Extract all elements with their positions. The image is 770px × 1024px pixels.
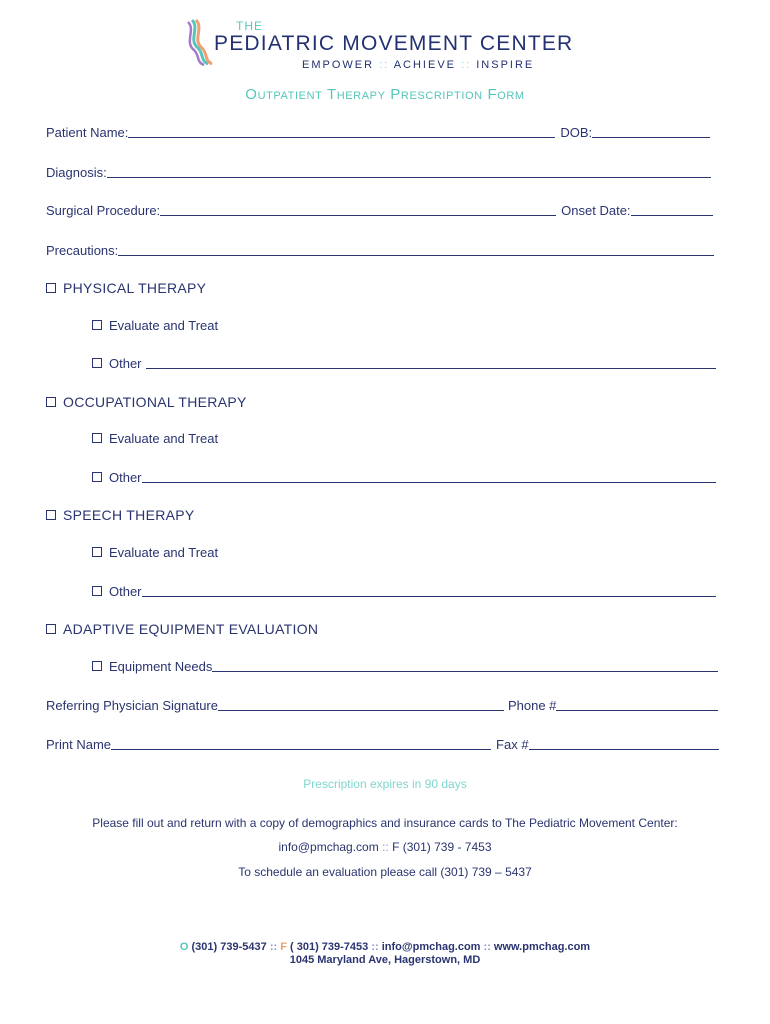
contact-separator: :: [382,840,389,854]
diagnosis-row [46,165,711,180]
pt-other-label: Other [109,356,142,371]
equipment-needs-checkbox[interactable] [92,661,102,671]
fax-field[interactable] [529,738,719,750]
st-other-checkbox[interactable] [92,586,102,596]
form-title: Outpatient Therapy Prescription Form [245,86,525,103]
footer-email[interactable]: info@pmchag.com [381,941,481,953]
occupational-therapy-checkbox[interactable] [46,397,56,407]
ot-evaluate-option [92,431,218,446]
diagnosis-field[interactable] [107,166,711,178]
speech-therapy-label: SPEECH THERAPY [63,507,195,523]
pt-other-field[interactable] [146,357,716,369]
print-name-field[interactable] [111,738,491,750]
tagline-inspire: INSPIRE [476,59,535,71]
fax-label: Fax # [496,737,529,752]
ot-other-option [92,470,716,485]
speech-therapy-section [46,507,195,523]
dob-field[interactable] [592,126,710,138]
ot-other-field[interactable] [142,471,716,483]
print-name-row [46,737,719,752]
surgical-procedure-field[interactable] [160,204,556,216]
ot-evaluate-label: Evaluate and Treat [109,431,219,446]
precautions-row [46,243,714,258]
onset-date-field[interactable] [631,204,713,216]
physical-therapy-label: PHYSICAL THERAPY [63,280,207,296]
surgical-procedure-label: Surgical Procedure: [46,203,161,218]
patient-name-label: Patient Name: [46,125,129,140]
adaptive-equipment-checkbox[interactable] [46,624,56,634]
pt-other-checkbox[interactable] [92,358,102,368]
footer-website[interactable]: www.pmchag.com [493,941,591,953]
footer-contact [0,941,770,953]
adaptive-equipment-label: ADAPTIVE EQUIPMENT EVALUATION [63,621,319,637]
logo-tagline [302,59,534,71]
equipment-needs-label: Equipment Needs [109,659,213,674]
signature-row [46,698,718,713]
contact-line [0,840,770,854]
expiration-note: Prescription expires in 90 days [303,777,467,791]
pt-other-option [92,356,716,371]
referring-physician-field[interactable] [218,699,504,711]
pt-evaluate-checkbox[interactable] [92,320,102,330]
ot-other-checkbox[interactable] [92,472,102,482]
schedule-line: To schedule an evaluation please call (301) 739 – 5437 [238,865,532,879]
pt-evaluate-option [92,318,218,333]
diagnosis-label: Diagnosis: [46,165,107,180]
tagline-empower: EMPOWER [302,59,375,71]
pt-evaluate-label: Evaluate and Treat [109,318,219,333]
physical-therapy-checkbox[interactable] [46,283,56,293]
phone-field[interactable] [556,699,718,711]
st-other-label: Other [109,584,142,599]
patient-name-field[interactable] [128,126,555,138]
footer-office-letter: O [179,941,189,953]
speech-therapy-checkbox[interactable] [46,510,56,520]
instructions-fax: F (301) 739 - 7453 [392,840,492,854]
phone-label: Phone # [507,698,557,713]
tagline-separator: :: [379,59,390,71]
footer-separator: :: [483,941,491,953]
st-evaluate-option [92,545,218,560]
st-other-field[interactable] [142,585,716,597]
referring-physician-label: Referring Physician Signature [46,698,218,713]
ot-other-label: Other [109,470,142,485]
occupational-therapy-section [46,394,247,410]
print-name-label: Print Name [46,737,112,752]
footer-address: 1045 Maryland Ave, Hagerstown, MD [289,954,481,966]
logo-the: THE [236,19,263,33]
surgical-row [46,203,713,218]
onset-date-label: Onset Date: [561,203,631,218]
equipment-needs-option [92,659,718,674]
st-evaluate-checkbox[interactable] [92,547,102,557]
footer-separator: :: [371,941,379,953]
wave-ribbon-logo-icon [186,18,216,66]
footer-separator: :: [269,941,278,953]
occupational-therapy-label: OCCUPATIONAL THERAPY [63,394,247,410]
equipment-needs-field[interactable] [212,660,718,672]
ot-evaluate-checkbox[interactable] [92,433,102,443]
dob-label: DOB: [560,125,593,140]
adaptive-equipment-section [46,621,318,637]
tagline-separator: :: [461,59,472,71]
instructions-line: Please fill out and return with a copy of demographics and insurance cards to The Pediatric Movement Center: [92,816,678,830]
instructions-email[interactable]: info@pmchag.com [278,840,379,854]
footer-office-phone: (301) 739-5437 [191,941,267,953]
st-evaluate-label: Evaluate and Treat [109,545,219,560]
footer-fax-letter: F [280,941,287,953]
tagline-achieve: ACHIEVE [393,59,456,71]
st-other-option [92,584,716,599]
patient-name-row [46,125,710,140]
precautions-label: Precautions: [46,243,119,258]
precautions-field[interactable] [118,244,714,256]
footer-fax: ( 301) 739-7453 [290,941,369,953]
logo-name: PEDIATRIC MOVEMENT CENTER [214,32,574,55]
physical-therapy-section [46,280,206,296]
